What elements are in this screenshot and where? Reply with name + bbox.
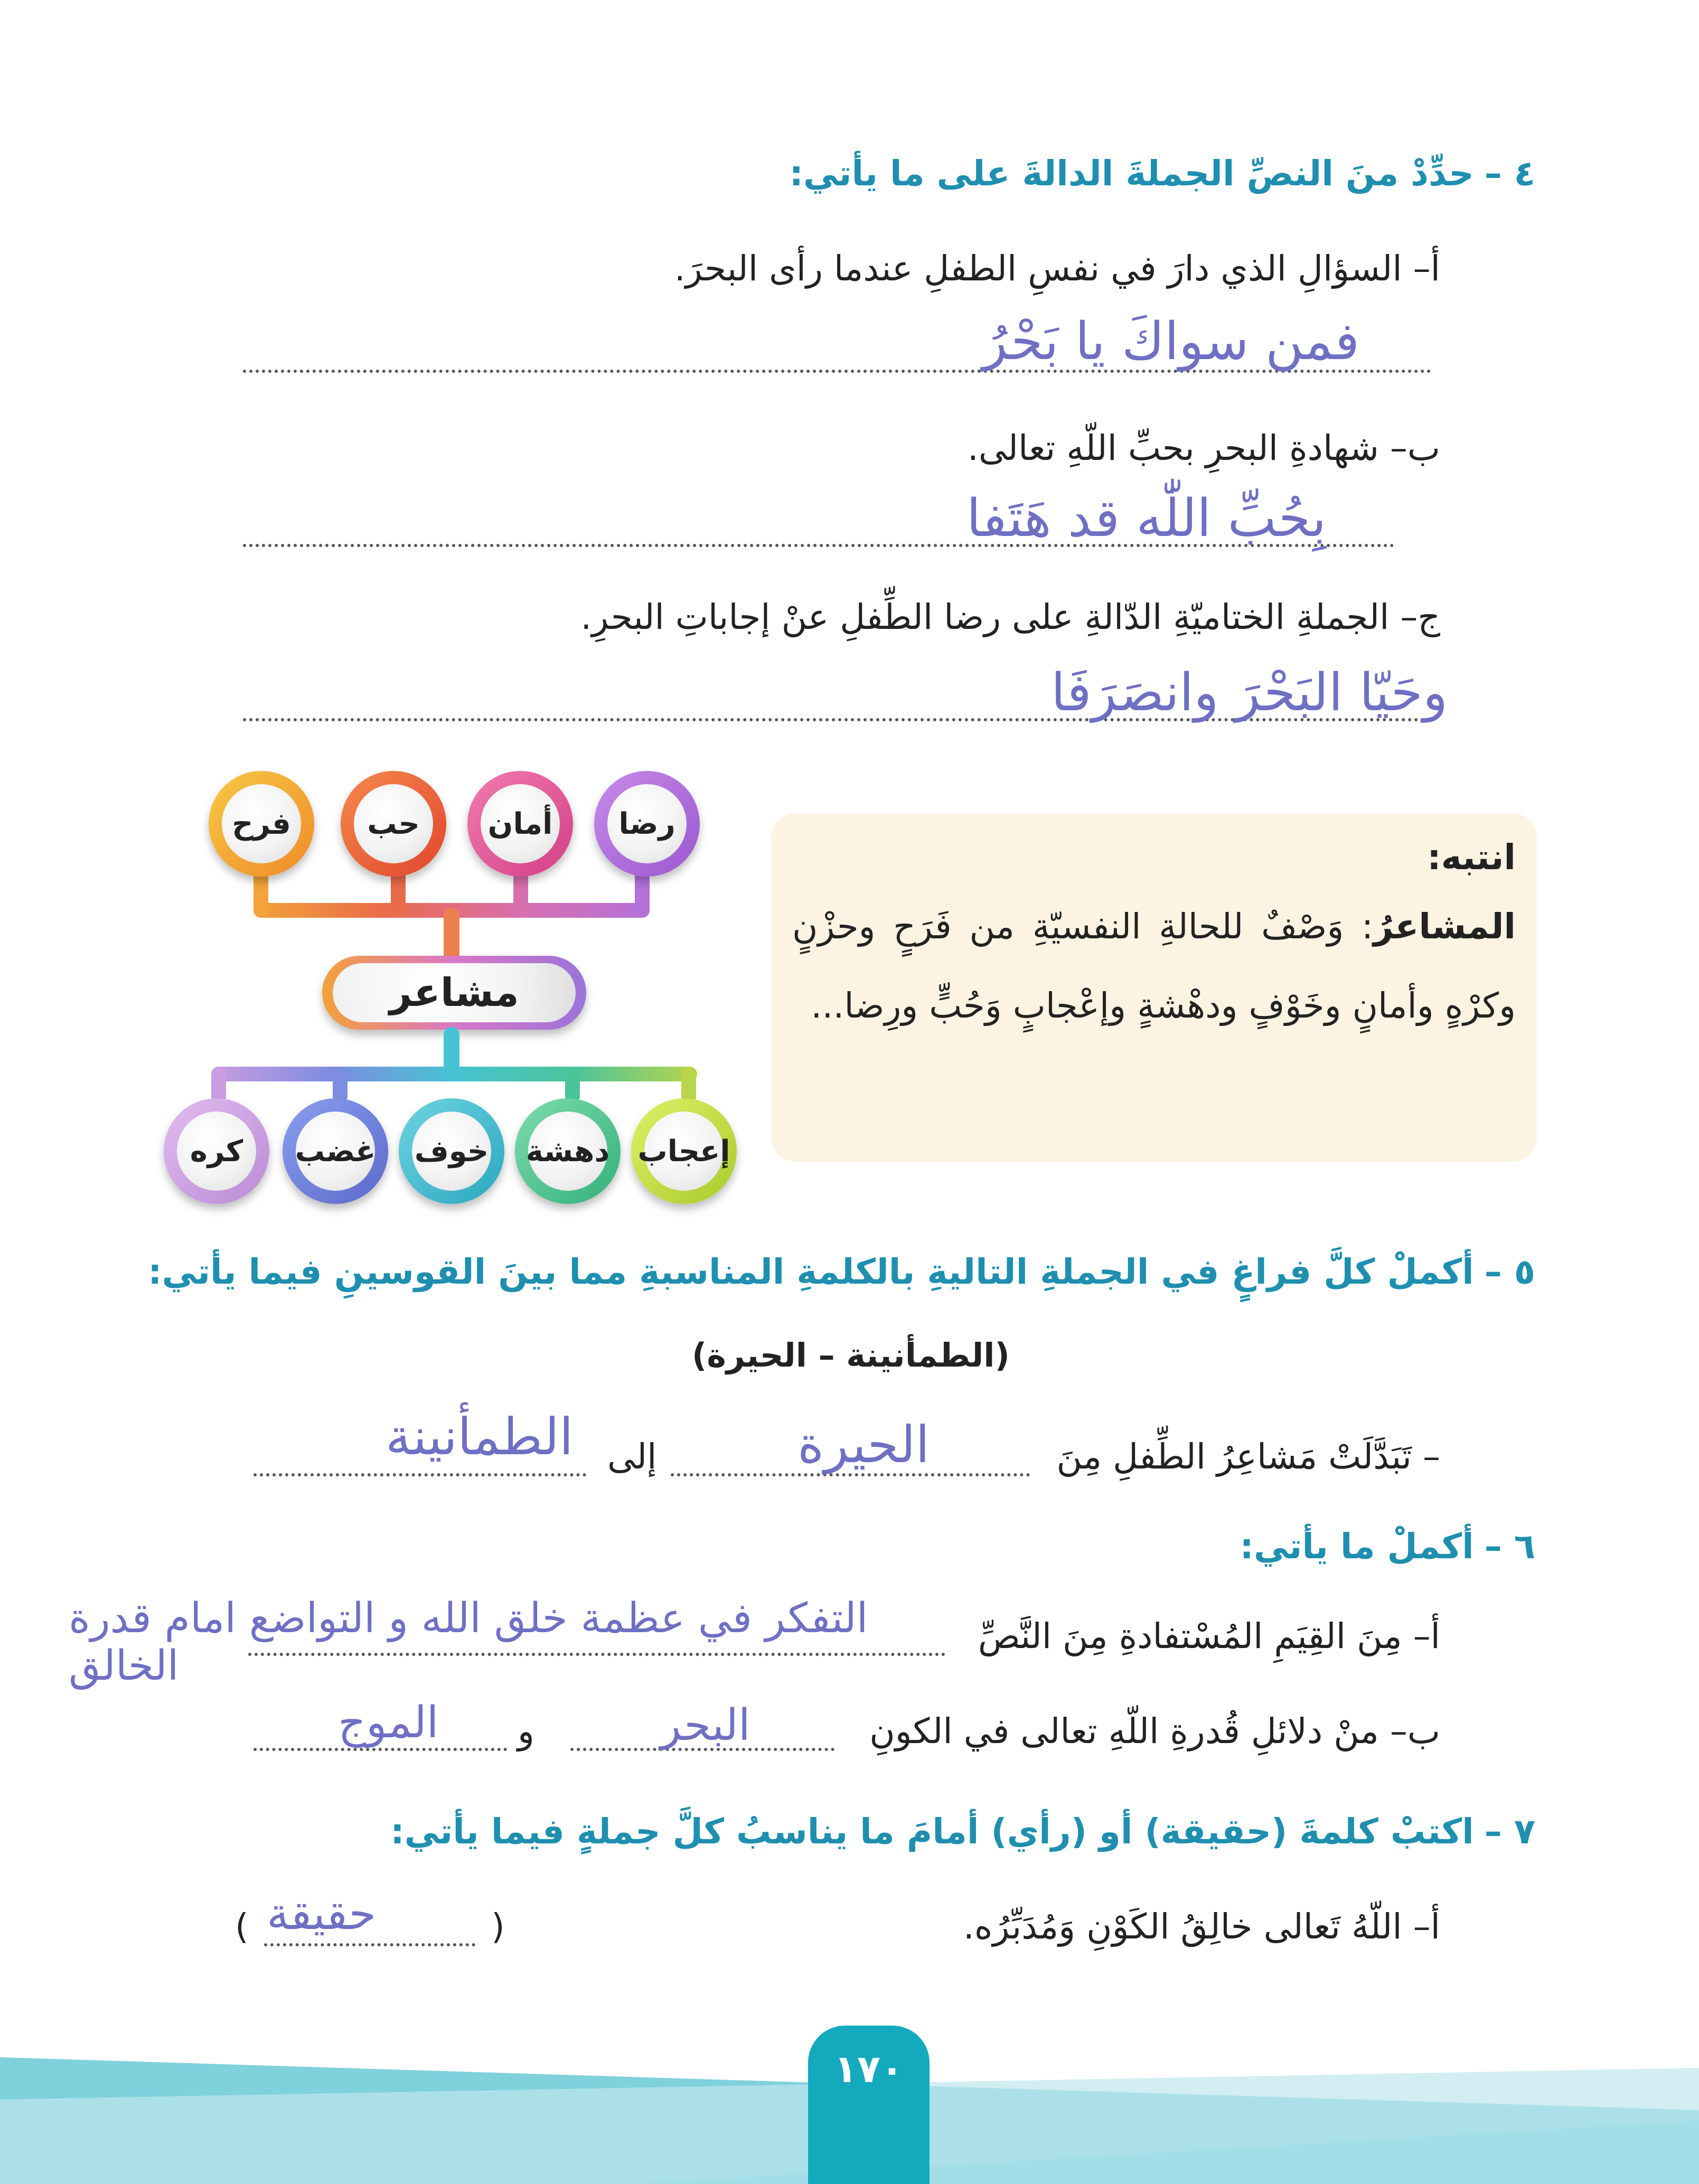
bubble-surprise [515,1098,621,1204]
q4-item-b-prompt: ب– شهادةِ البحرِ بحبِّ اللّهِ تعالى. [967,428,1440,468]
note-body: : وَصْفٌ للحالةِ النفسيّةِ من فَرَحٍ وحزْنٍ وكرْهٍ وأمانٍ وخَوْفٍ ودهْشةٍ وإعْجابٍ وَحُبٍّ ورِضا... [792,906,1516,1026]
q5-answer-1: الحيرة [797,1415,930,1474]
q6-answer-b2: الموج [338,1698,439,1748]
bubble-anger [283,1098,388,1204]
bubble-love [341,771,446,877]
question-5-heading [148,1251,1535,1292]
question-6-number: ٦ – [1484,1526,1535,1567]
feelings-center [322,956,586,1030]
note-term: المشاعرُ [1373,906,1516,947]
bubble-label: إعجاب [644,1112,724,1191]
question-7-heading [390,1811,1535,1852]
bubble-label: خوف [412,1112,491,1191]
q6-item-a: أ– مِنَ القِيَمِ المُسْتفادةِ مِنَ النَّصِّ [978,1616,1440,1656]
q6-item-b-and: و [518,1711,534,1752]
bubble-contentment [594,771,700,877]
q5-blank-2[interactable] [254,1473,586,1476]
q6-answer-a-line2: الخالق [69,1642,179,1690]
q6-blank-b2[interactable] [254,1748,507,1751]
q5-choices: (الطمأنينة – الحيرة) [692,1336,1010,1375]
q7-paren-open: ( [491,1906,505,1947]
q6-item-b: ب– منْ دلائلِ قُدرةِ اللّهِ تعالى في الكونِ [869,1711,1440,1752]
bubble-admiration [631,1098,737,1204]
q6-blank-a[interactable] [248,1653,945,1656]
note-box [771,813,1537,1162]
bubble-label: كره [177,1112,256,1191]
bubble-label: حب [354,784,433,863]
bubble-joy [209,771,314,877]
q4-item-c-prompt: ج– الجملةِ الختاميّةِ الدّالةِ على رضا الطِّفلِ عنْ إجاباتِ البحرِ. [580,597,1440,637]
question-7-title: اكتبْ كلمةَ (حقيقة) أو (رأي) أمامَ ما يناسبُ كلَّ جملةٍ فيما يأتي: [390,1811,1474,1852]
bubble-label: فرح [222,784,301,863]
q4-item-a-answer: فمن سواكَ يا بَحْرُ [982,312,1360,372]
question-7-number: ٧ – [1484,1811,1535,1852]
bubble-safety [467,771,573,877]
q5-answer-2: الطمأنينة [386,1407,574,1466]
question-6-heading [1240,1526,1535,1567]
question-5-title: أكملْ كلَّ فراغٍ في الجملةِ التاليةِ بالكلمةِ المناسبةِ مما بينَ القوسينِ فيما يأتي: [148,1251,1474,1292]
q4-item-b-answer: بِحُبِّ اللّٰه قد هَتَفا [966,488,1327,549]
connector-stem [444,908,459,961]
bubble-label: غضب [296,1112,375,1191]
q7-paren-close: ) [235,1906,249,1947]
q7-blank-a[interactable] [264,1943,475,1946]
bubble-hate [164,1098,269,1204]
center-label: مشاعر [333,963,576,1022]
note-text [792,887,1516,1046]
bubble-label: دهشة [528,1112,607,1191]
note-title: انتبه: [1427,837,1516,878]
page-number: ١٧٠ [834,2047,904,2091]
q7-answer-a: حقيقة [267,1888,377,1940]
q5-sentence-middle: إلى [607,1436,657,1477]
q6-answer-b1: البحر [660,1700,750,1750]
q5-sentence-start: – تَبَدَّلَتْ مَشاعِرُ الطِّفلِ مِنَ [1056,1436,1440,1477]
question-4-heading [790,153,1535,194]
q4-item-c-answer: وحَيّا البَحْرَ وانصَرَفَا [1051,663,1448,723]
question-4-number: ٤ – [1484,153,1535,194]
bubble-label: رضا [607,784,687,863]
q6-answer-a-line1: التفكر في عظمة خلق الله و التواضع امام قدرة [69,1595,868,1642]
feelings-diagram [158,760,761,1225]
question-4-title: حدِّدْ منَ النصِّ الجملةَ الدالةَ على ما يأتي: [789,153,1474,194]
page-number-tab [808,2026,930,2184]
bubble-fear [399,1098,504,1204]
question-6-title: أكملْ ما يأتي: [1240,1526,1474,1567]
q7-item-a: أ– اللّهُ تَعالى خالِقُ الكَوْنِ وَمُدَبِّرُه. [963,1906,1440,1947]
q4-item-a-prompt: أ– السؤالِ الذي دارَ في نفسِ الطفلِ عندما رأى البحرَ. [674,248,1440,289]
question-5-number: ٥ – [1484,1251,1535,1292]
bubble-label: أمان [481,784,560,863]
bottom-connector-bar [211,1067,697,1081]
